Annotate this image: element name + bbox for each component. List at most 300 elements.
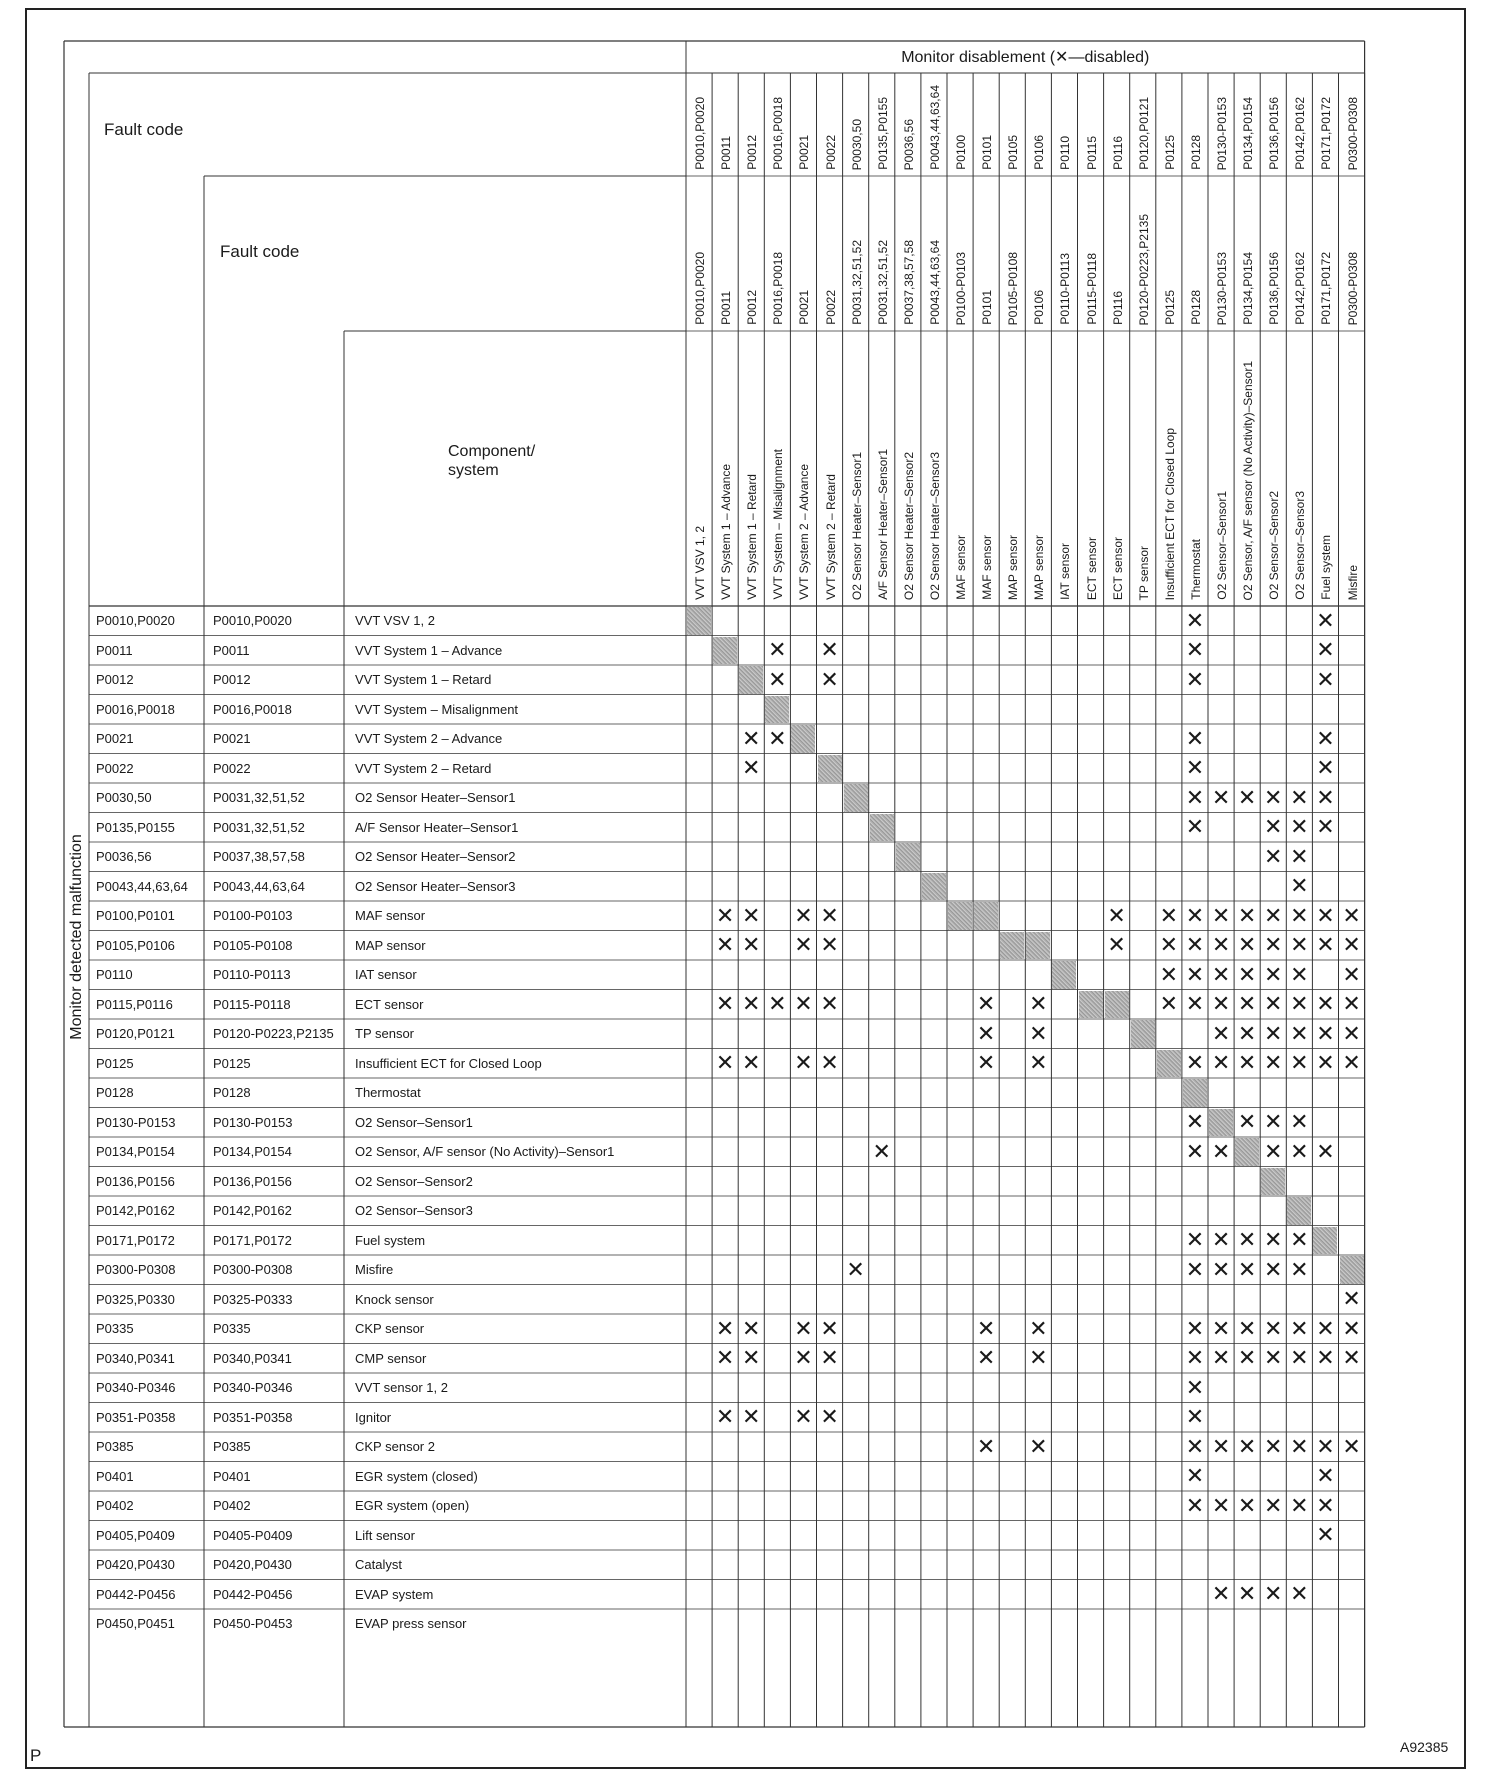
disabled-mark: ✕ — [1316, 1139, 1335, 1165]
disabled-mark: ✕ — [742, 992, 761, 1018]
figure-id: A92385 — [1400, 1739, 1449, 1755]
component-system-header: Component/ system — [448, 443, 536, 480]
disabled-mark: ✕ — [1316, 756, 1335, 782]
disabled-mark: ✕ — [742, 726, 761, 752]
disabled-mark: ✕ — [794, 1405, 813, 1431]
self-cell-shade — [1000, 932, 1024, 960]
disabled-mark: ✕ — [1237, 1316, 1257, 1342]
column-code-1: P0022 — [823, 135, 838, 170]
column-component-name: Fuel system — [1319, 535, 1334, 600]
self-cell-shade — [974, 902, 998, 930]
column-code-2: P0106 — [1032, 290, 1047, 325]
row-component-name: O2 Sensor–Sensor3 — [355, 1203, 473, 1218]
column-code-1: P0136,P0156 — [1267, 97, 1282, 170]
column-code-1: P0106 — [1032, 135, 1047, 170]
table-frame — [25, 8, 1466, 1769]
disabled-mark: ✕ — [1237, 1021, 1257, 1047]
row-fault-code-1: P0405,P0409 — [96, 1527, 175, 1543]
row-fault-code-1: P0401 — [96, 1468, 134, 1484]
self-cell-shade — [922, 873, 946, 901]
column-code-2: P0171,P0172 — [1319, 252, 1334, 325]
row-fault-code-2: P0010,P0020 — [213, 613, 292, 628]
column-code-1: P0125 — [1162, 135, 1177, 170]
row-component-name: O2 Sensor–Sensor1 — [355, 1114, 473, 1130]
row-fault-code-1: P0100,P0101 — [96, 908, 175, 923]
row-fault-code-1: P0120,P0121 — [96, 1026, 175, 1041]
disabled-mark: ✕ — [1211, 962, 1231, 988]
disabled-mark: ✕ — [1290, 1228, 1309, 1254]
disabled-mark: ✕ — [1316, 1051, 1335, 1077]
column-code-2: P0130-P0153 — [1215, 252, 1230, 326]
row-fault-code-2: P0385 — [213, 1439, 251, 1454]
disabled-mark: ✕ — [1029, 1346, 1048, 1372]
disabled-mark: ✕ — [1159, 992, 1179, 1018]
column-component-name: O2 Sensor Heater–Sensor2 — [901, 452, 916, 601]
row-fault-code-2: P0405-P0409 — [213, 1527, 293, 1543]
row-component-name: EGR system (open) — [355, 1498, 470, 1513]
disabled-mark: ✕ — [1237, 903, 1257, 929]
disabled-mark: ✕ — [1264, 1434, 1283, 1460]
disabled-mark: ✕ — [1185, 1139, 1205, 1165]
disabled-mark: ✕ — [1211, 1021, 1231, 1047]
row-component-name: CKP sensor 2 — [355, 1439, 435, 1454]
column-code-1: P0135,P0155 — [875, 97, 890, 170]
disabled-mark: ✕ — [794, 903, 813, 929]
column-code-2: P0115-P0118 — [1084, 253, 1099, 325]
disabled-mark: ✕ — [1342, 1346, 1361, 1372]
column-code-2: P0037,38,57,58 — [901, 240, 916, 325]
self-cell-shade — [1209, 1109, 1233, 1137]
disabled-mark: ✕ — [1185, 1257, 1205, 1283]
row-fault-code-2: P0031,32,51,52 — [213, 819, 305, 835]
row-fault-code-1: P0385 — [96, 1439, 134, 1454]
self-cell-shade — [948, 902, 972, 930]
disabled-mark: ✕ — [1264, 1493, 1283, 1519]
disabled-mark: ✕ — [742, 756, 761, 782]
disabled-mark: ✕ — [820, 933, 839, 959]
disabled-mark: ✕ — [1342, 1434, 1361, 1460]
disabled-mark: ✕ — [976, 1316, 996, 1342]
disabled-mark: ✕ — [1264, 815, 1283, 841]
row-fault-code-2: P0125 — [213, 1055, 251, 1071]
self-cell-shade — [791, 725, 815, 753]
disabled-mark: ✕ — [976, 992, 996, 1018]
row-fault-code-1: P0022 — [96, 760, 134, 776]
self-cell-shade — [1079, 991, 1103, 1019]
column-code-1: P0021 — [797, 135, 812, 170]
disabled-mark: ✕ — [820, 1405, 839, 1431]
disabled-mark: ✕ — [1290, 874, 1309, 900]
self-cell-shade — [1052, 961, 1076, 989]
row-fault-code-1: P0021 — [96, 731, 134, 746]
row-fault-code-2: P0340,P0341 — [213, 1350, 292, 1366]
row-fault-code-1: P0136,P0156 — [96, 1173, 175, 1189]
disabled-mark: ✕ — [1264, 933, 1283, 959]
disabled-mark: ✕ — [1290, 992, 1309, 1018]
row-fault-code-1: P0171,P0172 — [96, 1232, 175, 1248]
row-fault-code-2: P0105-P0108 — [213, 937, 293, 953]
disabled-mark: ✕ — [1316, 608, 1335, 634]
disabled-mark: ✕ — [1107, 933, 1126, 959]
row-component-name: EVAP press sensor — [355, 1616, 467, 1631]
row-fault-code-1: P0325,P0330 — [96, 1291, 175, 1307]
column-code-2: P0022 — [823, 290, 838, 325]
disabled-mark: ✕ — [1185, 785, 1205, 811]
disabled-mark: ✕ — [1211, 785, 1231, 811]
row-component-name: O2 Sensor Heater–Sensor2 — [355, 849, 516, 864]
column-code-1: P0101 — [980, 135, 995, 170]
disabled-mark: ✕ — [820, 903, 839, 929]
row-fault-code-1: P0125 — [96, 1055, 134, 1071]
disabled-mark: ✕ — [1107, 903, 1126, 929]
disabled-mark: ✕ — [1290, 1316, 1309, 1342]
disabled-mark: ✕ — [872, 1139, 891, 1165]
disabled-mark: ✕ — [820, 1051, 839, 1077]
row-fault-code-1: P0340-P0346 — [96, 1380, 176, 1395]
column-code-1: P0134,P0154 — [1241, 97, 1256, 170]
disabled-mark: ✕ — [1264, 1316, 1283, 1342]
disabled-mark: ✕ — [1290, 962, 1309, 988]
disabled-mark: ✕ — [1290, 785, 1309, 811]
column-component-name: MAF sensor — [980, 535, 995, 600]
self-cell-shade — [1105, 991, 1129, 1019]
disabled-mark: ✕ — [976, 1346, 996, 1372]
disabled-mark: ✕ — [1316, 1464, 1335, 1490]
row-fault-code-1: P0043,44,63,64 — [96, 878, 188, 894]
row-component-name: O2 Sensor Heater–Sensor1 — [355, 790, 516, 805]
row-component-name: CKP sensor — [355, 1321, 425, 1336]
disabled-mark: ✕ — [1290, 1139, 1309, 1165]
disabled-mark: ✕ — [742, 1346, 761, 1372]
disabled-mark: ✕ — [1316, 992, 1335, 1018]
row-fault-code-2: P0351-P0358 — [213, 1409, 293, 1425]
disabled-mark: ✕ — [1290, 1582, 1309, 1608]
row-fault-code-1: P0340,P0341 — [96, 1350, 175, 1366]
disabled-mark: ✕ — [1237, 1493, 1257, 1519]
footer-left-label: P — [30, 1746, 42, 1765]
row-fault-code-2: P0142,P0162 — [213, 1203, 292, 1218]
self-cell-shade — [1183, 1079, 1207, 1107]
disabled-mark: ✕ — [1029, 1051, 1048, 1077]
column-code-2: P0120-P0223,P2135 — [1136, 214, 1151, 326]
row-component-name: Thermostat — [355, 1085, 421, 1100]
column-component-name: VVT System – Misalignment — [771, 449, 786, 600]
row-component-name: EGR system (closed) — [355, 1468, 478, 1484]
disabled-mark: ✕ — [1264, 785, 1283, 811]
row-fault-code-2: P0136,P0156 — [213, 1173, 292, 1189]
disabled-mark: ✕ — [1264, 1051, 1283, 1077]
column-component-name: VVT System 1 – Advance — [719, 464, 734, 600]
self-cell-shade — [765, 696, 789, 724]
row-component-name: Fuel system — [355, 1232, 426, 1248]
column-code-1: P0142,P0162 — [1293, 97, 1308, 170]
column-component-name: Misfire — [1345, 565, 1360, 601]
column-component-name: O2 Sensor Heater–Sensor3 — [927, 452, 942, 601]
disabled-mark: ✕ — [1264, 903, 1283, 929]
column-component-name: O2 Sensor, A/F sensor (No Activity)–Sensor1 — [1241, 361, 1256, 601]
disabled-mark: ✕ — [1185, 992, 1205, 1018]
disabled-mark: ✕ — [742, 933, 761, 959]
row-fault-code-1: P0420,P0430 — [96, 1557, 175, 1572]
column-code-2: P0134,P0154 — [1241, 252, 1256, 325]
disabled-mark: ✕ — [1290, 1346, 1309, 1372]
disabled-mark: ✕ — [768, 667, 787, 693]
disabled-mark: ✕ — [976, 1434, 996, 1460]
disabled-mark: ✕ — [1264, 1346, 1283, 1372]
row-component-name: VVT sensor 1, 2 — [355, 1380, 448, 1395]
column-code-1: P0011 — [719, 136, 734, 170]
disabled-mark: ✕ — [1316, 726, 1335, 752]
row-fault-code-1: P0135,P0155 — [96, 819, 175, 835]
disabled-mark: ✕ — [1211, 1582, 1231, 1608]
disabled-mark: ✕ — [768, 992, 787, 1018]
row-fault-code-1: P0402 — [96, 1498, 134, 1513]
row-component-name: CMP sensor — [355, 1350, 427, 1366]
disabled-mark: ✕ — [1185, 1228, 1205, 1254]
disabled-mark: ✕ — [1185, 608, 1205, 634]
disabled-mark: ✕ — [1316, 1523, 1335, 1549]
disabled-mark: ✕ — [1185, 726, 1205, 752]
disabled-mark: ✕ — [1316, 815, 1335, 841]
row-fault-code-1: P0105,P0106 — [96, 937, 175, 953]
row-fault-code-2: P0043,44,63,64 — [213, 878, 305, 894]
disabled-mark: ✕ — [1185, 1316, 1205, 1342]
disabled-mark: ✕ — [715, 1051, 735, 1077]
disabled-mark: ✕ — [1237, 1582, 1257, 1608]
row-fault-code-1: P0110 — [96, 967, 133, 982]
disabled-mark: ✕ — [1211, 1228, 1231, 1254]
column-component-name: ECT sensor — [1110, 537, 1125, 601]
disabled-mark: ✕ — [1211, 1493, 1231, 1519]
disabled-mark: ✕ — [1029, 1316, 1048, 1342]
column-code-1: P0016,P0018 — [771, 97, 786, 170]
column-code-1: P0110 — [1058, 136, 1073, 170]
disabled-mark: ✕ — [768, 638, 787, 664]
disabled-mark: ✕ — [1342, 1021, 1361, 1047]
column-code-2: P0125 — [1162, 290, 1177, 325]
column-code-1: P0036,56 — [901, 119, 916, 171]
column-component-name: MAP sensor — [1032, 535, 1047, 601]
row-fault-code-2: P0442-P0456 — [213, 1586, 293, 1602]
column-component-name: MAP sensor — [1006, 535, 1021, 601]
row-component-name: VVT System 2 – Retard — [355, 760, 492, 776]
row-fault-code-2: P0300-P0308 — [213, 1262, 293, 1277]
row-fault-code-1: P0130-P0153 — [96, 1114, 176, 1130]
disabled-mark: ✕ — [1264, 1582, 1283, 1608]
disabled-mark: ✕ — [1185, 962, 1205, 988]
disabled-mark: ✕ — [1264, 1021, 1283, 1047]
row-component-name: O2 Sensor–Sensor2 — [355, 1173, 473, 1189]
disabled-mark: ✕ — [1316, 1021, 1335, 1047]
column-code-1: P0100 — [954, 135, 969, 170]
disabled-mark: ✕ — [1237, 785, 1257, 811]
column-component-name: O2 Sensor Heater–Sensor1 — [849, 452, 864, 601]
column-code-2: P0011 — [719, 291, 734, 325]
disabled-mark: ✕ — [1290, 815, 1309, 841]
row-fault-code-1: P0016,P0018 — [96, 701, 175, 717]
self-cell-shade — [739, 666, 763, 694]
disabled-mark: ✕ — [1342, 903, 1361, 929]
row-fault-code-2: P0325-P0333 — [213, 1291, 293, 1307]
disabled-mark: ✕ — [820, 667, 839, 693]
column-code-2: P0142,P0162 — [1293, 252, 1308, 325]
row-component-name: IAT sensor — [355, 967, 417, 982]
row-fault-code-2: P0011 — [213, 642, 250, 658]
row-component-name: MAF sensor — [355, 908, 426, 923]
disabled-mark: ✕ — [1290, 1257, 1309, 1283]
disabled-mark: ✕ — [742, 1316, 761, 1342]
column-code-2: P0105-P0108 — [1006, 252, 1021, 326]
column-code-1: P0115 — [1084, 136, 1099, 170]
disabled-mark: ✕ — [1185, 1051, 1205, 1077]
disabled-mark: ✕ — [846, 1257, 865, 1283]
disabled-mark: ✕ — [715, 933, 735, 959]
row-fault-code-2: P0130-P0153 — [213, 1114, 293, 1130]
disabled-mark: ✕ — [768, 726, 787, 752]
disabled-mark: ✕ — [1185, 1375, 1205, 1401]
monitor-detected-malfunction-label: Monitor detected malfunction — [67, 833, 85, 1040]
column-code-2: P0043,44,63,64 — [927, 240, 942, 325]
row-fault-code-1: P0351-P0358 — [96, 1409, 176, 1425]
disabled-mark: ✕ — [1029, 1434, 1048, 1460]
column-code-1: P0043,44,63,64 — [927, 85, 942, 170]
disabled-mark: ✕ — [742, 1051, 761, 1077]
column-code-1: P0030,50 — [849, 119, 864, 171]
row-component-name: A/F Sensor Heater–Sensor1 — [355, 819, 519, 835]
row-fault-code-1: P0115,P0116 — [96, 996, 173, 1012]
column-component-name: VVT System 2 – Retard — [823, 474, 838, 600]
column-component-name: ECT sensor — [1084, 537, 1099, 601]
disabled-mark: ✕ — [1185, 1434, 1205, 1460]
self-cell-shade — [818, 755, 842, 783]
monitor-disablement-title: Monitor disablement (✕—disabled) — [901, 49, 1150, 66]
disabled-mark: ✕ — [1264, 1228, 1283, 1254]
disabled-mark: ✕ — [1290, 1434, 1309, 1460]
disabled-mark: ✕ — [1185, 1405, 1205, 1431]
disabled-mark: ✕ — [1211, 1346, 1231, 1372]
row-fault-code-2: P0021 — [213, 731, 251, 746]
disabled-mark: ✕ — [1237, 1228, 1257, 1254]
self-cell-shade — [844, 784, 868, 812]
disabled-mark: ✕ — [1185, 933, 1205, 959]
column-component-name: O2 Sensor–Sensor2 — [1267, 491, 1282, 600]
column-component-name: VVT VSV 1, 2 — [693, 526, 708, 600]
self-cell-shade — [1157, 1050, 1181, 1078]
row-fault-code-2: P0022 — [213, 760, 251, 776]
disabled-mark: ✕ — [1316, 1316, 1335, 1342]
disabled-mark: ✕ — [1185, 1346, 1205, 1372]
disabled-mark: ✕ — [1211, 1434, 1231, 1460]
disabled-mark: ✕ — [742, 1405, 761, 1431]
column-code-1: P0171,P0172 — [1319, 97, 1334, 170]
disabled-mark: ✕ — [1264, 992, 1283, 1018]
column-code-2: P0128 — [1188, 290, 1203, 325]
column-code-1: P0300-P0308 — [1345, 97, 1360, 171]
disabled-mark: ✕ — [1264, 1257, 1283, 1283]
disabled-mark: ✕ — [1290, 1021, 1309, 1047]
row-component-name: EVAP system — [355, 1586, 434, 1602]
disabled-mark: ✕ — [820, 1316, 839, 1342]
column-component-name: Insufficient ECT for Closed Loop — [1162, 428, 1177, 601]
row-fault-code-2: P0402 — [213, 1498, 251, 1513]
disabled-mark: ✕ — [1342, 933, 1361, 959]
column-code-2: P0116 — [1110, 291, 1125, 325]
disabled-mark: ✕ — [1290, 903, 1309, 929]
row-fault-code-1: P0011 — [96, 642, 133, 658]
disabled-mark: ✕ — [1290, 933, 1309, 959]
disabled-mark: ✕ — [1029, 1021, 1048, 1047]
row-fault-code-1: P0450,P0451 — [96, 1616, 175, 1631]
disabled-mark: ✕ — [1342, 1316, 1361, 1342]
row-fault-code-1: P0300-P0308 — [96, 1262, 176, 1277]
column-component-name: VVT System 2 – Advance — [797, 464, 812, 600]
fault-code-header-outer: Fault code — [104, 120, 184, 139]
disabled-mark: ✕ — [1237, 1110, 1257, 1136]
column-code-2: P0021 — [797, 290, 812, 325]
self-cell-shade — [1131, 1020, 1155, 1048]
row-component-name: O2 Sensor, A/F sensor (No Activity)–Sensor1 — [355, 1144, 615, 1159]
column-component-name: Thermostat — [1188, 539, 1203, 600]
column-code-2: P0012 — [745, 290, 760, 325]
disabled-mark: ✕ — [1185, 815, 1205, 841]
disabled-mark: ✕ — [1316, 903, 1335, 929]
row-fault-code-2: P0171,P0172 — [213, 1232, 292, 1248]
column-component-name: A/F Sensor Heater–Sensor1 — [875, 449, 890, 600]
row-fault-code-2: P0128 — [213, 1085, 251, 1100]
row-fault-code-2: P0335 — [213, 1321, 251, 1336]
column-code-2: P0010,P0020 — [693, 252, 708, 325]
row-fault-code-2: P0115-P0118 — [213, 996, 291, 1012]
disabled-mark: ✕ — [1264, 844, 1283, 870]
row-fault-code-2: P0120-P0223,P2135 — [213, 1026, 334, 1041]
row-fault-code-2: P0037,38,57,58 — [213, 849, 305, 864]
column-component-name: MAF sensor — [954, 535, 969, 600]
column-code-2: P0101 — [980, 290, 995, 325]
disabled-mark: ✕ — [1237, 962, 1257, 988]
row-component-name: Misfire — [355, 1262, 394, 1277]
disabled-mark: ✕ — [1316, 667, 1335, 693]
disabled-mark: ✕ — [1159, 962, 1179, 988]
disabled-mark: ✕ — [794, 1051, 813, 1077]
disabled-mark: ✕ — [1185, 1493, 1205, 1519]
row-fault-code-2: P0110-P0113 — [213, 967, 291, 982]
column-component-name: IAT sensor — [1058, 543, 1073, 600]
column-component-name: O2 Sensor–Sensor3 — [1293, 491, 1308, 600]
row-fault-code-1: P0335 — [96, 1321, 134, 1336]
row-component-name: Lift sensor — [355, 1527, 415, 1543]
column-code-2: P0100-P0103 — [954, 252, 969, 326]
disabled-mark: ✕ — [1290, 1051, 1309, 1077]
row-fault-code-2: P0016,P0018 — [213, 701, 292, 717]
row-fault-code-1: P0036,56 — [96, 849, 152, 864]
disabled-mark: ✕ — [1316, 933, 1335, 959]
row-fault-code-1: P0030,50 — [96, 790, 152, 805]
disabled-mark: ✕ — [1211, 1257, 1231, 1283]
row-fault-code-1: P0012 — [96, 672, 134, 687]
row-component-name: MAP sensor — [355, 937, 426, 953]
row-component-name: VVT VSV 1, 2 — [355, 613, 435, 628]
column-code-2: P0031,32,51,52 — [849, 240, 864, 325]
column-code-1: P0116 — [1110, 136, 1125, 170]
disabled-mark: ✕ — [1316, 638, 1335, 664]
column-code-1: P0130-P0153 — [1215, 97, 1230, 171]
row-component-name: Insufficient ECT for Closed Loop — [355, 1055, 542, 1071]
row-fault-code-1: P0142,P0162 — [96, 1203, 175, 1218]
disabled-mark: ✕ — [1342, 962, 1361, 988]
disabled-mark: ✕ — [1342, 1287, 1361, 1313]
disabled-mark: ✕ — [715, 1405, 735, 1431]
disabled-mark: ✕ — [1159, 933, 1179, 959]
